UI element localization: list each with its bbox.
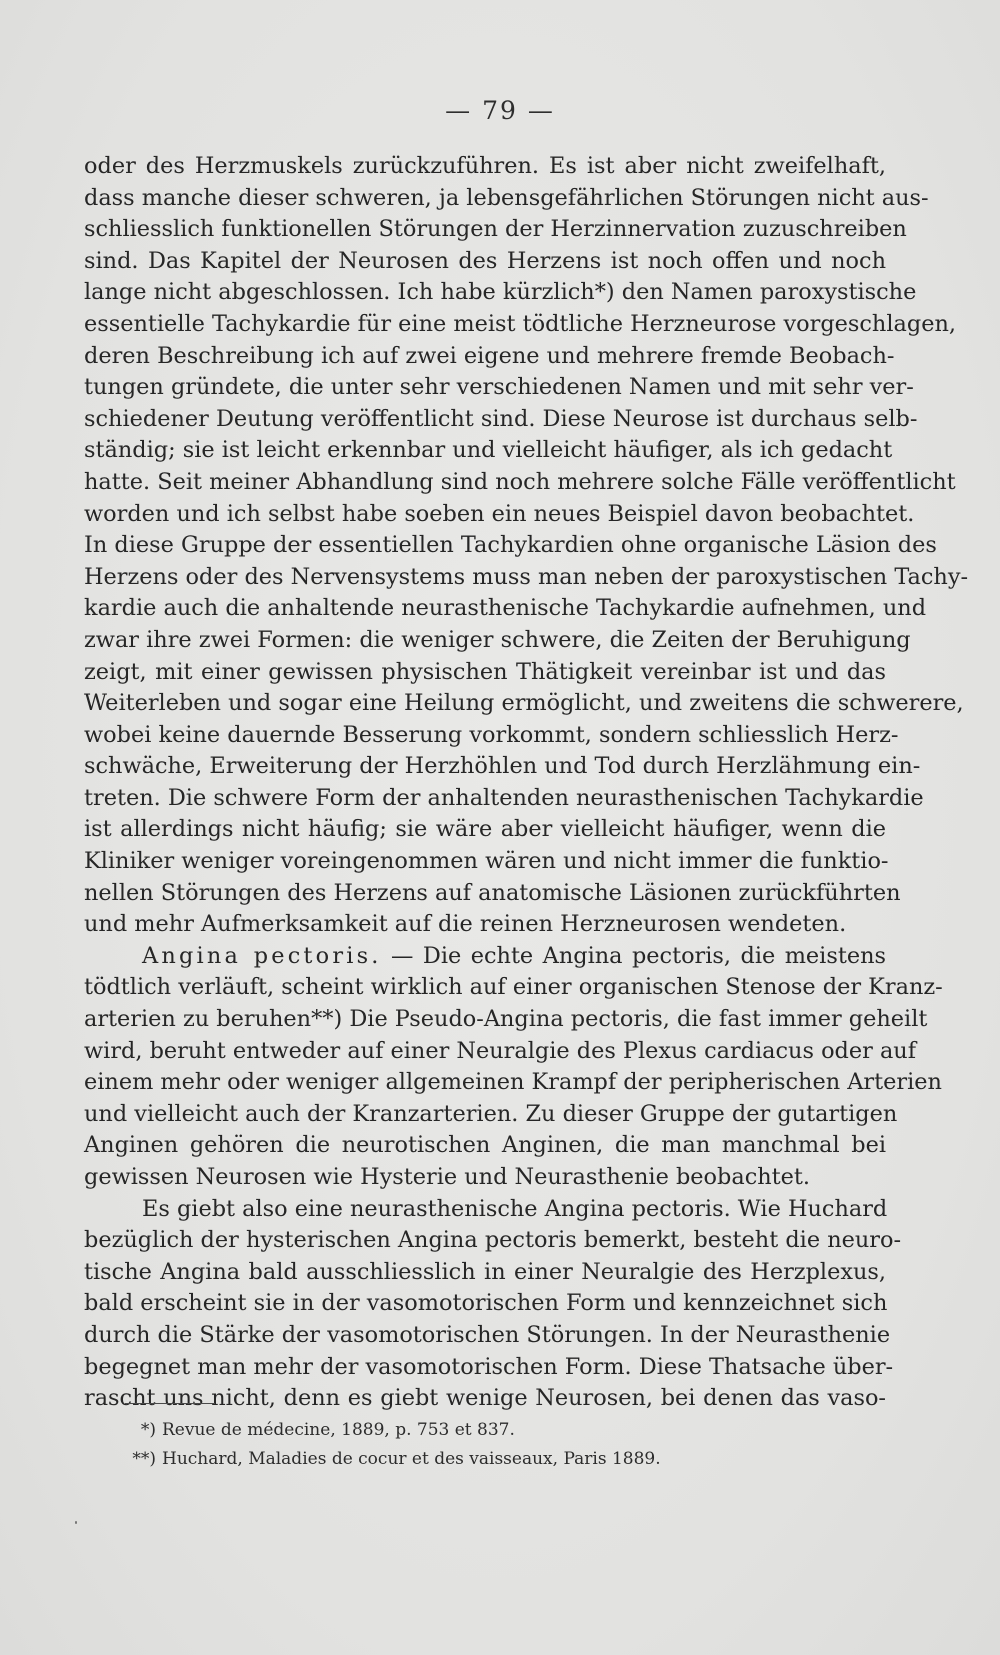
text-line: schwäche, Erweiterung der Herzhöhlen und Tod durch Herzlähmung ein- [84,753,921,780]
footnote [84,1445,844,1474]
page-number: — 79 — [445,96,555,125]
footnote-marker: *) [140,1420,156,1440]
text-line: In diese Gruppe der essentiellen Tachykardien ohne organische Läsion des [84,532,937,559]
text-line: Herzens oder des Nervensystems muss man neben der paroxystischen Tachy- [84,563,969,590]
footnote [84,1416,844,1445]
text-line: treten. Die schwere Form der anhaltenden neurasthenischen Tachykardie [84,784,924,811]
text-line: worden und ich selbst habe soeben ein neues Beispiel davon beobachtet. [84,500,915,527]
text-line: ist allerdings nicht häufig; sie wäre aber vielleicht häufiger, wenn die [84,816,886,843]
text-line: wird, beruht entweder auf einer Neuralgie des Plexus cardiacus oder auf [84,1037,917,1064]
text-line: Anginen gehören die neurotischen Anginen, die man manchmal bei [84,1132,886,1159]
footnote-text: Huchard, Maladies de cocur et des vaisseaux, Paris 1889. [162,1449,661,1469]
text-line: zeigt, mit einer gewissen physischen Thätigkeit vereinbar ist und das [84,658,886,685]
text-line: tische Angina bald ausschliesslich in einer Neuralgie des Herzplexus, [84,1258,886,1285]
text-line: schliesslich funktionellen Störungen der Herzinnervation zuzuschreiben [84,216,907,243]
text-line: wobei keine dauernde Besserung vorkommt, sondern schliesslich Herz- [84,721,899,748]
text-line: schiedener Deutung veröffentlicht sind. Diese Neurose ist durchaus selb- [84,405,918,432]
text-line: Es giebt also eine neurasthenische Angina pectoris. Wie Huchard [142,1195,888,1222]
text-line: Die echte Angina pectoris, die meistens [422,942,886,969]
text-line: Weiterleben und sogar eine Heilung ermöglicht, und zweitens die schwerere, [84,690,964,717]
text-line: arterien zu beruhen**) Die Pseudo-Angina pectoris, die fast immer geheilt [84,1006,928,1033]
text-line: gewissen Neurosen wie Hysterie und Neurasthenie beobachtet. [84,1164,811,1190]
text-line: dass manche dieser schweren, ja lebensgefährlichen Störungen nicht aus- [84,184,929,211]
text-line: Kliniker weniger voreingenommen wären und nicht immer die funktio- [84,848,889,875]
text-line: sind. Das Kapitel der Neurosen des Herzens ist noch offen und noch [84,247,886,274]
text-line: zwar ihre zwei Formen: die weniger schwere, die Zeiten der Beruhigung [84,626,911,653]
text-line: essentielle Tachykardie für eine meist tödtliche Herzneurose vorgeschlagen, [84,310,956,337]
section-heading: Angina pectoris. [142,942,382,969]
text-line: begegnet man mehr der vasomotorischen Form. Diese Thatsache über- [84,1353,894,1380]
text-line: und vielleicht auch der Kranzarterien. Zu dieser Gruppe der gutartigen [84,1100,898,1127]
text-line: kardie auch die anhaltende neurasthenische Tachykardie aufnehmen, und [84,595,927,622]
text-line: ständig; sie ist leicht erkennbar und vielleicht häufiger, als ich gedacht [84,437,893,464]
footnote-marker: **) [132,1449,156,1469]
paper-speck [75,1521,77,1524]
text-line: deren Beschreibung ich auf zwei eigene und mehrere fremde Beobach- [84,342,895,369]
text-line: tödtlich verläuft, scheint wirklich auf einer organischen Stenose der Kranz- [84,974,943,1001]
text-line: einem mehr oder weniger allgemeinen Krampf der peripherischen Arterien [84,1069,942,1096]
footnote-divider [125,1403,215,1404]
text-line: hatte. Seit meiner Abhandlung sind noch mehrere solche Fälle veröffentlicht [84,468,956,495]
text-line: lange nicht abgeschlossen. Ich habe kürzlich*) den Namen paroxystische [84,279,917,306]
text-line: bald erscheint sie in der vasomotorischen Form und kennzeichnet sich [84,1290,888,1317]
footnote-text: Revue de médecine, 1889, p. 753 et 837. [162,1420,515,1440]
body-text [84,151,969,1415]
text-line: nellen Störungen des Herzens auf anatomische Läsionen zurückführten [84,879,901,906]
section-line [84,941,886,973]
text-line: bezüglich der hysterischen Angina pectoris bemerkt, besteht die neuro- [84,1227,902,1254]
text-line: oder des Herzmuskels zurückzuführen. Es ist aber nicht zweifelhaft, [84,153,886,179]
heading-dash: — [381,942,423,969]
text-line: und mehr Aufmerksamkeit auf die reinen Herzneurosen wendeten. [84,911,847,938]
footnotes [84,1416,844,1474]
text-line: rascht uns nicht, denn es giebt wenige Neurosen, bei denen das vaso- [84,1385,886,1412]
text-line: tungen gründete, die unter sehr verschiedenen Namen und mit sehr ver- [84,374,914,401]
text-line: durch die Stärke der vasomotorischen Störungen. In der Neurasthenie [84,1321,891,1348]
